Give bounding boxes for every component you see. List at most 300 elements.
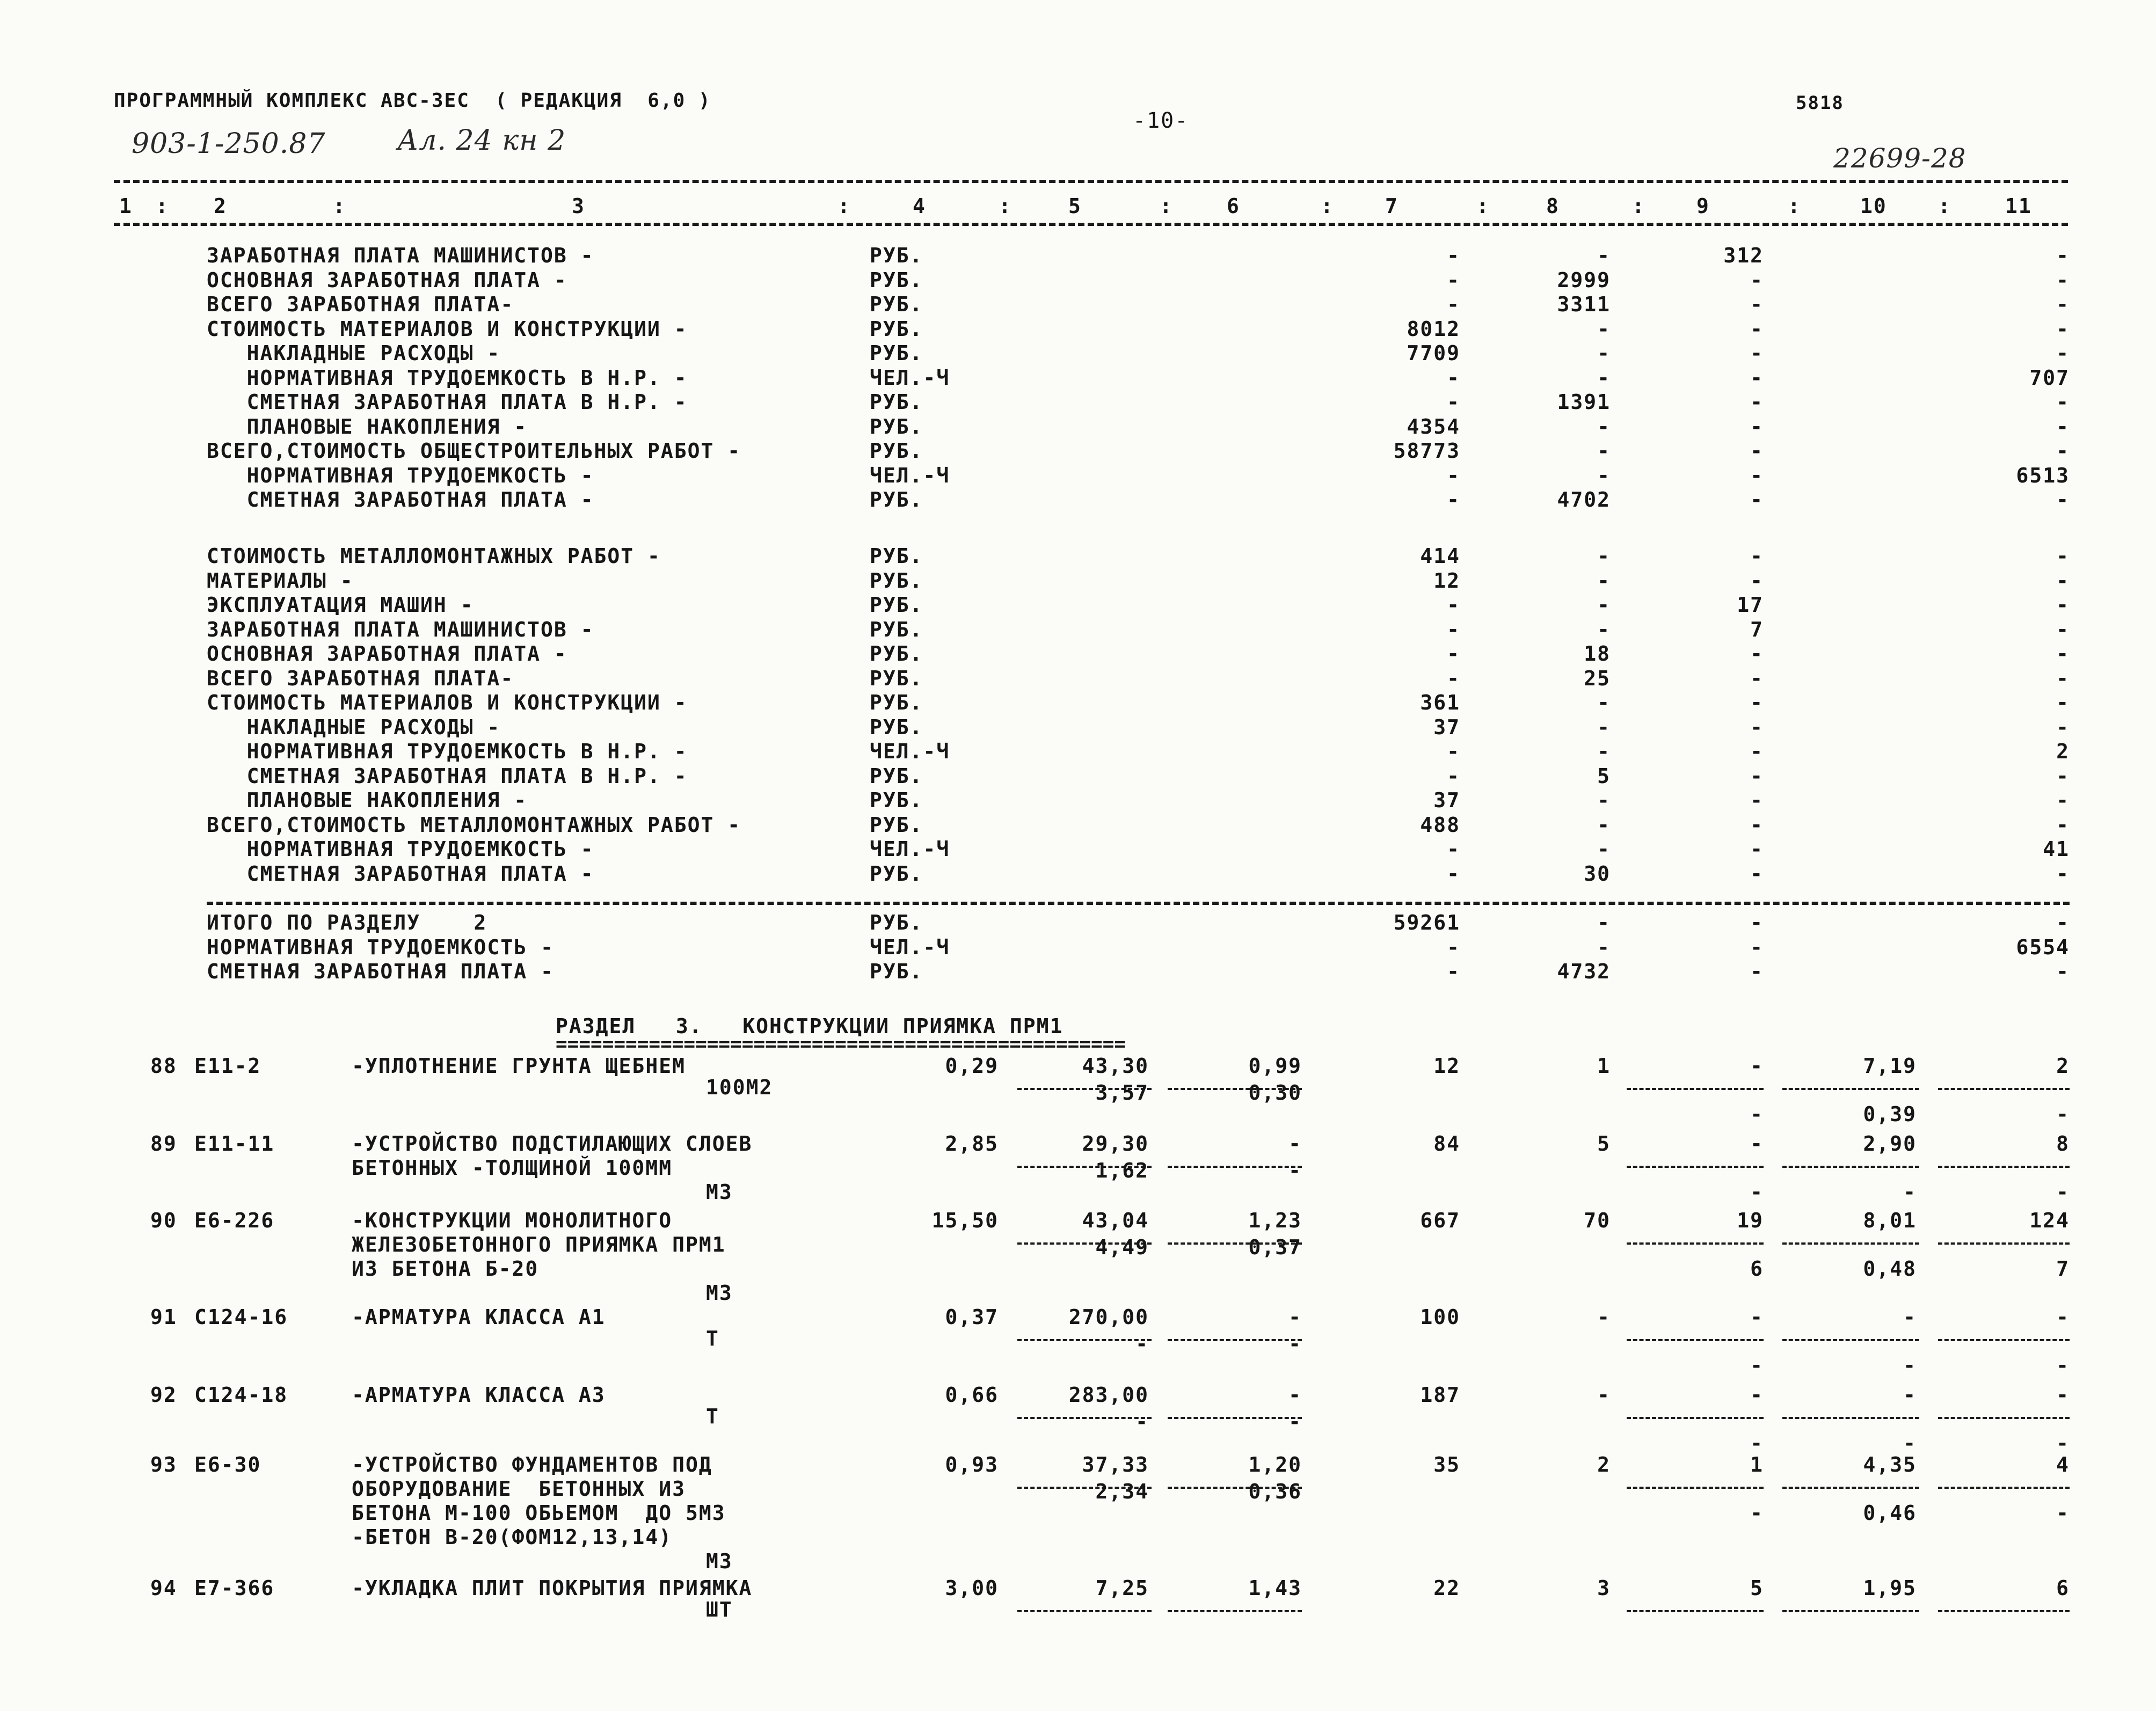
item-description: -УСТРОЙСТВО ПОДСТИЛАЮЩИХ СЛОЕВ: [352, 1132, 753, 1156]
summary-col9: -: [1750, 341, 1764, 365]
summary-label: ОСНОВНАЯ ЗАРАБОТНАЯ ПЛАТА -: [207, 642, 567, 666]
summary-unit: РУБ.: [870, 642, 923, 666]
item-col9: -: [1750, 1383, 1764, 1407]
summary-unit: ЧЕЛ.-Ч: [870, 837, 950, 861]
summary-col8: -: [1597, 813, 1611, 837]
summary-col11: -: [2056, 544, 2070, 568]
summary-label: СТОИМОСТЬ МЕТАЛЛОМОНТАЖНЫХ РАБОТ -: [207, 544, 661, 568]
item-rule-col5: [1017, 1610, 1152, 1612]
summary-col9: -: [1750, 463, 1764, 487]
item-col10: 2,90: [1863, 1132, 1917, 1156]
item-total: 35: [1433, 1453, 1460, 1476]
summary-col11: -: [2056, 813, 2070, 837]
item-col10: 4,35: [1863, 1453, 1917, 1476]
item-description: -БЕТОН В-20(ФОМ12,13,14): [352, 1525, 673, 1549]
page-marker: -10-: [1133, 108, 1189, 133]
item-code: С124-16: [194, 1305, 288, 1329]
item-code: Е6-226: [194, 1209, 275, 1232]
item-col11-lower: -: [2056, 1102, 2070, 1126]
column-separator: :: [1788, 194, 1801, 218]
item-rule-col9: [1627, 1610, 1764, 1612]
summary-label: НАКЛАДНЫЕ РАСХОДЫ -: [207, 715, 501, 739]
summary-col7: -: [1447, 861, 1460, 886]
item-description: БЕТОННЫХ -ТОЛЩИНОЙ 100ММ: [352, 1156, 673, 1180]
item-col9: 1: [1750, 1453, 1764, 1476]
summary-col7: 7709: [1407, 341, 1460, 365]
item-col8: -: [1597, 1305, 1611, 1329]
item-unit: М3: [706, 1281, 733, 1305]
item-quantity: 0,29: [945, 1054, 999, 1078]
summary-col9: -: [1750, 861, 1764, 886]
summary-col11: -: [2056, 414, 2070, 438]
summary-col7: -: [1447, 740, 1460, 763]
item-col11-lower: -: [2056, 1431, 2070, 1455]
item-col10: 8,01: [1863, 1209, 1917, 1232]
item-rule-col6: [1168, 1417, 1302, 1419]
item-rule-col11: [1938, 1242, 2070, 1245]
summary-label: СМЕТНАЯ ЗАРАБОТНАЯ ПЛАТА -: [207, 861, 594, 886]
summary-unit: РУБ.: [870, 414, 923, 438]
item-code: Е6-30: [194, 1453, 261, 1476]
item-total: 22: [1433, 1576, 1460, 1600]
item-rule-col9: [1627, 1487, 1764, 1489]
summary-col8: -: [1597, 715, 1611, 739]
item-col9-lower: -: [1750, 1180, 1764, 1204]
summary-unit: ЧЕЛ.-Ч: [870, 463, 950, 487]
summary-col8: -: [1597, 439, 1611, 463]
item-code: Е7-366: [194, 1576, 275, 1600]
item-unit-price: 29,30: [1082, 1132, 1149, 1156]
summary-col9: 312: [1723, 244, 1764, 267]
summary-col9: -: [1750, 740, 1764, 763]
item-col10: -: [1903, 1383, 1917, 1407]
summary-col9: -: [1750, 268, 1764, 292]
item-rule-col9: [1627, 1166, 1764, 1168]
item-col10-lower: -: [1903, 1354, 1917, 1377]
item-description: -АРМАТУРА КЛАССА А1: [352, 1305, 606, 1329]
summary-col8: 25: [1584, 666, 1611, 690]
summary-unit: ЧЕЛ.-Ч: [870, 935, 950, 959]
summary-col7: -: [1447, 617, 1460, 641]
handwritten-doc-number: 22699-28: [1833, 143, 1966, 174]
column-separator: :: [333, 194, 346, 218]
summary-unit: РУБ.: [870, 813, 923, 837]
item-unit-price: 37,33: [1082, 1453, 1149, 1476]
item-rule-col11: [1938, 1417, 2070, 1419]
summary-col8: -: [1597, 911, 1611, 934]
summary-col11: -: [2056, 861, 2070, 886]
summary-col11: -: [2056, 911, 2070, 934]
item-col6-lower: -: [1288, 1410, 1302, 1434]
summary-col9: -: [1750, 911, 1764, 934]
item-col10-lower: -: [1903, 1431, 1917, 1455]
summary-col7: -: [1447, 837, 1460, 861]
summary-unit: РУБ.: [870, 861, 923, 886]
column-separator: :: [1160, 194, 1173, 218]
summary-col11: -: [2056, 666, 2070, 690]
item-col8: 5: [1597, 1132, 1611, 1156]
item-description: -КОНСТРУКЦИИ МОНОЛИТНОГО: [352, 1209, 673, 1232]
summary-col7: -: [1447, 365, 1460, 390]
summary-col8: 1391: [1557, 390, 1611, 414]
item-col6-lower: 0,37: [1248, 1235, 1302, 1259]
item-number: 93: [150, 1453, 177, 1476]
summary-label: СМЕТНАЯ ЗАРАБОТНАЯ ПЛАТА В Н.Р. -: [207, 390, 688, 414]
item-col10-lower: -: [1903, 1180, 1917, 1204]
item-quantity: 0,37: [945, 1305, 999, 1329]
summary-col8: -: [1597, 341, 1611, 365]
item-description: БЕТОНА М-100 ОБЬЕМОМ ДО 5М3: [352, 1501, 726, 1525]
item-col11: 6: [2056, 1576, 2070, 1600]
item-total: 12: [1433, 1054, 1460, 1078]
column-header-c1: 1: [119, 194, 133, 218]
summary-col7: -: [1447, 488, 1460, 511]
summary-col7: 8012: [1407, 317, 1460, 341]
item-col10-lower: 0,48: [1863, 1257, 1917, 1281]
column-header-c7: 7: [1385, 194, 1399, 218]
handwritten-project-code: 903-1-250.87: [132, 128, 326, 160]
item-rule-col6: [1168, 1166, 1302, 1168]
summary-label: НОРМАТИВНАЯ ТРУДОЕМКОСТЬ -: [207, 463, 594, 487]
section-title: РАЗДЕЛ 3. КОНСТРУКЦИИ ПРИЯМКА ПРМ1: [556, 1014, 1064, 1038]
summary-unit: РУБ.: [870, 568, 923, 593]
summary-label: ВСЕГО,СТОИМОСТЬ МЕТАЛЛОМОНТАЖНЫХ РАБОТ -: [207, 813, 741, 837]
item-col9: 5: [1750, 1576, 1764, 1600]
item-rule-col6: [1168, 1339, 1302, 1341]
item-col9-lower: -: [1750, 1102, 1764, 1126]
item-col10: 1,95: [1863, 1576, 1917, 1600]
item-rule-col10: [1782, 1610, 1919, 1612]
summary-col9: -: [1750, 837, 1764, 861]
summary-col8: 4702: [1557, 488, 1611, 511]
item-unit: Т: [706, 1405, 719, 1428]
summary-col7: 12: [1433, 568, 1460, 593]
header-bottom-rule: [114, 223, 2068, 226]
item-rule-col5: [1017, 1417, 1152, 1419]
item-unit: 100М2: [706, 1076, 773, 1099]
summary-col7: 361: [1420, 691, 1460, 714]
item-col8: 1: [1597, 1054, 1611, 1078]
summary-label: СМЕТНАЯ ЗАРАБОТНАЯ ПЛАТА -: [207, 960, 554, 983]
item-quantity: 2,85: [945, 1132, 999, 1156]
summary-col11: -: [2056, 788, 2070, 812]
summary-col11: 41: [2043, 837, 2070, 861]
summary-label: ЗАРАБОТНАЯ ПЛАТА МАШИНИСТОВ -: [207, 617, 594, 641]
summary-col11: -: [2056, 593, 2070, 617]
summary-label: МАТЕРИАЛЫ -: [207, 568, 354, 593]
summary-col9: -: [1750, 390, 1764, 414]
summary-label: СМЕТНАЯ ЗАРАБОТНАЯ ПЛАТА В Н.Р. -: [207, 764, 688, 788]
summary-col11: -: [2056, 268, 2070, 292]
item-unit-price: 7,25: [1095, 1576, 1149, 1600]
item-col8: -: [1597, 1383, 1611, 1407]
summary-unit: РУБ.: [870, 293, 923, 316]
summary-unit: РУБ.: [870, 617, 923, 641]
column-separator: :: [1938, 194, 1951, 218]
column-separator: :: [837, 194, 851, 218]
summary-unit: ЧЕЛ.-Ч: [870, 740, 950, 763]
summary-col7: -: [1447, 244, 1460, 267]
item-rule-col11: [1938, 1610, 2070, 1612]
summary-col11: -: [2056, 390, 2070, 414]
item-code: Е11-11: [194, 1132, 275, 1156]
summary-label: ВСЕГО ЗАРАБОТНАЯ ПЛАТА-: [207, 666, 514, 690]
column-separator: :: [1632, 194, 1645, 218]
item-number: 91: [150, 1305, 177, 1329]
summary-label: ПЛАНОВЫЕ НАКОПЛЕНИЯ -: [207, 414, 528, 438]
item-col5-lower: -: [1135, 1410, 1149, 1434]
column-separator: :: [999, 194, 1012, 218]
item-col9: 19: [1737, 1209, 1764, 1232]
item-rule-col10: [1782, 1487, 1919, 1489]
item-col6-lower: 0,36: [1248, 1480, 1302, 1503]
column-header-c10: 10: [1860, 194, 1887, 218]
summary-col11: -: [2056, 341, 2070, 365]
summary-col7: -: [1447, 764, 1460, 788]
column-header-c3: 3: [572, 194, 585, 218]
summary-unit: РУБ.: [870, 593, 923, 617]
summary-col9: -: [1750, 317, 1764, 341]
summary-unit: РУБ.: [870, 764, 923, 788]
summary-col11: -: [2056, 293, 2070, 316]
item-col5-lower: 4,49: [1095, 1235, 1149, 1259]
summary-col8: -: [1597, 544, 1611, 568]
summary-unit: РУБ.: [870, 390, 923, 414]
item-rule-col11: [1938, 1339, 2070, 1341]
item-number: 89: [150, 1132, 177, 1156]
summary-col11: -: [2056, 568, 2070, 593]
summary-label: ВСЕГО ЗАРАБОТНАЯ ПЛАТА-: [207, 293, 514, 316]
summary-unit: РУБ.: [870, 544, 923, 568]
summary-col9: -: [1750, 642, 1764, 666]
summary-unit: РУБ.: [870, 666, 923, 690]
summary-label: ОСНОВНАЯ ЗАРАБОТНАЯ ПЛАТА -: [207, 268, 567, 292]
item-col8: 70: [1584, 1209, 1611, 1232]
summary-col9: -: [1750, 788, 1764, 812]
item-rule-col10: [1782, 1166, 1919, 1168]
summary-label: НОРМАТИВНАЯ ТРУДОЕМКОСТЬ -: [207, 837, 594, 861]
item-unit: М3: [706, 1180, 733, 1204]
summary-unit: РУБ.: [870, 317, 923, 341]
item-number: 94: [150, 1576, 177, 1600]
summary-unit: РУБ.: [870, 488, 923, 511]
summary-label: НАКЛАДНЫЕ РАСХОДЫ -: [207, 341, 501, 365]
summary-label: СТОИМОСТЬ МАТЕРИАЛОВ И КОНСТРУКЦИИ -: [207, 317, 688, 341]
item-col9-lower: -: [1750, 1431, 1764, 1455]
summary-col11: 707: [2029, 365, 2070, 390]
summary-label: НОРМАТИВНАЯ ТРУДОЕМКОСТЬ -: [207, 935, 554, 959]
summary-col7: -: [1447, 666, 1460, 690]
summary-col11: -: [2056, 960, 2070, 983]
summary-label: НОРМАТИВНАЯ ТРУДОЕМКОСТЬ В Н.Р. -: [207, 740, 688, 763]
summary-col7: -: [1447, 960, 1460, 983]
item-rule-col5: [1017, 1339, 1152, 1341]
summary-col9: -: [1750, 365, 1764, 390]
summary-col9: -: [1750, 935, 1764, 959]
summary-label: ЗАРАБОТНАЯ ПЛАТА МАШИНИСТОВ -: [207, 244, 594, 267]
summary-col7: 58773: [1393, 439, 1460, 463]
summary-unit: РУБ.: [870, 268, 923, 292]
summary-col7: -: [1447, 390, 1460, 414]
summary-col8: -: [1597, 617, 1611, 641]
item-rule-col11: [1938, 1166, 2070, 1168]
item-col6-lower: 0,30: [1248, 1081, 1302, 1105]
item-col11-lower: 7: [2056, 1257, 2070, 1281]
item-rule-col11: [1938, 1088, 2070, 1090]
summary-col8: -: [1597, 568, 1611, 593]
summary-col9: -: [1750, 764, 1764, 788]
item-unit-price: 43,30: [1082, 1054, 1149, 1078]
summary-col8: -: [1597, 788, 1611, 812]
summary-unit: ЧЕЛ.-Ч: [870, 365, 950, 390]
item-unit-price: 283,00: [1068, 1383, 1149, 1407]
header-top-rule: [114, 180, 2068, 183]
summary-col9: -: [1750, 488, 1764, 511]
item-code: Е11-2: [194, 1054, 261, 1078]
summary-label: НОРМАТИВНАЯ ТРУДОЕМКОСТЬ В Н.Р. -: [207, 365, 688, 390]
summary-col7: 37: [1433, 715, 1460, 739]
item-col11-lower: -: [2056, 1354, 2070, 1377]
item-description: ОБОРУДОВАНИЕ БЕТОННЫХ ИЗ: [352, 1477, 686, 1501]
summary-label: ЭКСПЛУАТАЦИЯ МАШИН -: [207, 593, 474, 617]
item-col10: -: [1903, 1305, 1917, 1329]
summary-col7: -: [1447, 593, 1460, 617]
item-col11: 2: [2056, 1054, 2070, 1078]
summary-col8: -: [1597, 593, 1611, 617]
item-col5-lower: -: [1135, 1332, 1149, 1356]
item-rule-col9: [1627, 1339, 1764, 1341]
summary-col8: 18: [1584, 642, 1611, 666]
column-header-c9: 9: [1696, 194, 1710, 218]
item-col11: 8: [2056, 1132, 2070, 1156]
item-total: 187: [1420, 1383, 1460, 1407]
item-rule-col11: [1938, 1487, 2070, 1489]
item-col9: -: [1750, 1054, 1764, 1078]
item-col8: 2: [1597, 1453, 1611, 1476]
item-description: -УКЛАДКА ПЛИТ ПОКРЫТИЯ ПРИЯМКА: [352, 1576, 753, 1600]
summary-unit: РУБ.: [870, 341, 923, 365]
item-col11: 4: [2056, 1453, 2070, 1476]
summary-label: СТОИМОСТЬ МАТЕРИАЛОВ И КОНСТРУКЦИИ -: [207, 691, 688, 714]
item-col11-lower: -: [2056, 1501, 2070, 1525]
item-total: 667: [1420, 1209, 1460, 1232]
handwritten-album: Ал. 24 кн 2: [397, 125, 566, 157]
item-quantity: 0,93: [945, 1453, 999, 1476]
item-col6-lower: -: [1288, 1159, 1302, 1182]
summary-col11: -: [2056, 317, 2070, 341]
summary-col9: -: [1750, 960, 1764, 983]
column-header-c8: 8: [1546, 194, 1560, 218]
item-quantity: 3,00: [945, 1576, 999, 1600]
item-col6: 1,43: [1248, 1576, 1302, 1600]
summary-unit: РУБ.: [870, 911, 923, 934]
summary-col11: 2: [2056, 740, 2070, 763]
summary-col8: -: [1597, 244, 1611, 267]
item-quantity: 15,50: [931, 1209, 999, 1232]
item-col6: -: [1288, 1383, 1302, 1407]
item-total: 100: [1420, 1305, 1460, 1329]
summary-col8: -: [1597, 691, 1611, 714]
summary-col9: 7: [1750, 617, 1764, 641]
summary-col9: -: [1750, 813, 1764, 837]
summary-col8: 30: [1584, 861, 1611, 886]
summary-col11: -: [2056, 617, 2070, 641]
summary-col7: -: [1447, 463, 1460, 487]
item-description: -УСТРОЙСТВО ФУНДАМЕНТОВ ПОД: [352, 1453, 712, 1476]
summary-unit: РУБ.: [870, 244, 923, 267]
section-underline: =================================================: [556, 1033, 1126, 1055]
summary-col8: -: [1597, 365, 1611, 390]
item-unit: М3: [706, 1549, 733, 1573]
item-rule-col10: [1782, 1242, 1919, 1245]
item-col10: 7,19: [1863, 1054, 1917, 1078]
summary-col11: -: [2056, 488, 2070, 511]
summary-col7: 4354: [1407, 414, 1460, 438]
summary-label: ВСЕГО,СТОИМОСТЬ ОБЩЕСТРОИТЕЛЬНЫХ РАБОТ -: [207, 439, 741, 463]
column-header-c6: 6: [1227, 194, 1240, 218]
item-col6: 1,23: [1248, 1209, 1302, 1232]
summary-col9: 17: [1737, 593, 1764, 617]
totals-rule: [207, 902, 2070, 905]
item-col10-lower: 0,46: [1863, 1501, 1917, 1525]
item-col9-lower: -: [1750, 1501, 1764, 1525]
summary-col9: -: [1750, 293, 1764, 316]
column-separator: :: [1476, 194, 1490, 218]
item-number: 90: [150, 1209, 177, 1232]
item-unit: ШТ: [706, 1598, 733, 1621]
item-total: 84: [1433, 1132, 1460, 1156]
item-col6: 1,20: [1248, 1453, 1302, 1476]
summary-col11: -: [2056, 642, 2070, 666]
column-header-c5: 5: [1068, 194, 1082, 218]
summary-col9: -: [1750, 568, 1764, 593]
summary-unit: РУБ.: [870, 715, 923, 739]
program-title: ПРОГРАММНЫЙ КОМПЛЕКС АВС-ЗЕС ( РЕДАКЦИЯ 6,0 ): [114, 90, 711, 112]
item-col5-lower: 2,34: [1095, 1480, 1149, 1503]
item-unit-price: 270,00: [1068, 1305, 1149, 1329]
summary-col7: 59261: [1393, 911, 1460, 934]
summary-col8: 3311: [1557, 293, 1611, 316]
summary-col7: 488: [1420, 813, 1460, 837]
item-col6: -: [1288, 1305, 1302, 1329]
summary-col8: 4732: [1557, 960, 1611, 983]
summary-col7: -: [1447, 268, 1460, 292]
item-rule-col9: [1627, 1417, 1764, 1419]
sheet-number: 5818: [1796, 92, 1844, 114]
summary-label: ИТОГО ПО РАЗДЕЛУ 2: [207, 911, 487, 934]
item-col5-lower: 1,62: [1095, 1159, 1149, 1182]
item-rule-col6: [1168, 1610, 1302, 1612]
summary-label: СМЕТНАЯ ЗАРАБОТНАЯ ПЛАТА -: [207, 488, 594, 511]
summary-col8: -: [1597, 740, 1611, 763]
item-description: ЖЕЛЕЗОБЕТОННОГО ПРИЯМКА ПРМ1: [352, 1233, 726, 1256]
summary-col7: -: [1447, 293, 1460, 316]
item-description: -УПЛОТНЕНИЕ ГРУНТА ЩЕБНЕМ: [352, 1054, 686, 1078]
column-header-c4: 4: [913, 194, 926, 218]
summary-unit: РУБ.: [870, 439, 923, 463]
summary-col9: -: [1750, 666, 1764, 690]
item-col11: -: [2056, 1305, 2070, 1329]
summary-unit: РУБ.: [870, 788, 923, 812]
item-col11-lower: -: [2056, 1180, 2070, 1204]
summary-col7: 414: [1420, 544, 1460, 568]
item-unit: Т: [706, 1327, 719, 1350]
item-rule-col10: [1782, 1417, 1919, 1419]
item-col9-lower: 6: [1750, 1257, 1764, 1281]
item-col9: -: [1750, 1132, 1764, 1156]
summary-col8: -: [1597, 837, 1611, 861]
item-rule-col10: [1782, 1088, 1919, 1090]
